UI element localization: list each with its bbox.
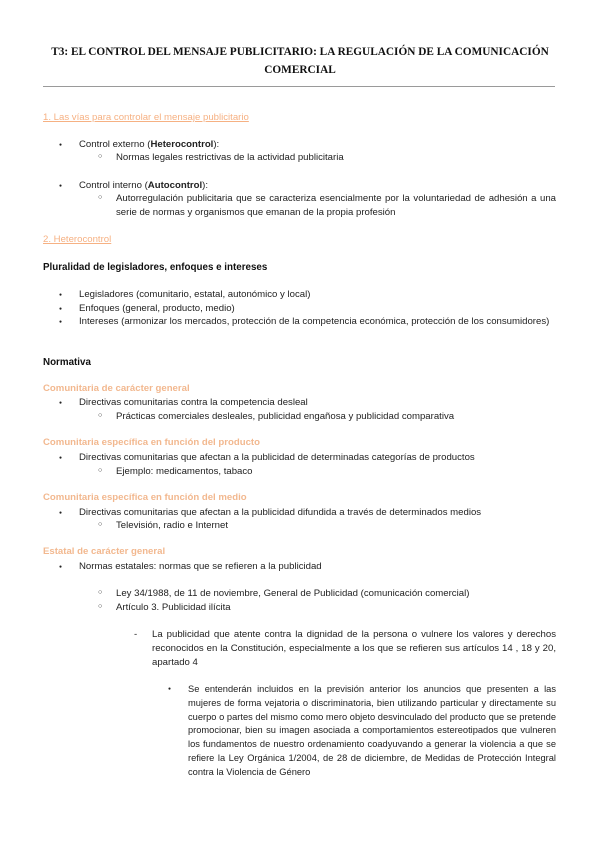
ley-34-1988-subitem: ○ Ley 34/1988, de 11 de noviembre, General de Publicidad (comunicación comercial) — [116, 587, 469, 601]
publicidad-dignidad-item: - La publicidad que atente contra la dignidad de la persona o vulnere los valores y derechos reconocidos en la Constitución, especialmente a los que se refieren sus artículos 14 , 18 y 20, apartado 4 — [152, 628, 556, 670]
comunitaria-medio-subheading: Comunitaria específica en función del medio — [43, 492, 247, 503]
title-divider — [43, 86, 555, 87]
control-externo-subitem: ○ Normas legales restrictivas de la actividad publicitaria — [116, 151, 344, 165]
normativa-heading: Normativa — [43, 357, 91, 368]
pluralidad-item-enfoques: ● Enfoques (general, producto, medio) — [79, 302, 235, 316]
comunitaria-medio-subitem: ○ Televisión, radio e Internet — [116, 519, 228, 533]
document-title: T3: EL CONTROL DEL MENSAJE PUBLICITARIO: LA REGULACIÓN DE LA COMUNICACIÓN COMERCIAL — [51, 46, 549, 76]
pluralidad-item-intereses: ● Intereses (armonizar los mercados, protección de la competencia económica, protección de los consumidores) — [79, 315, 556, 329]
comunitaria-producto-item: ● Directivas comunitarias que afectan a la publicidad de determinadas categorías de productos — [79, 451, 475, 465]
pluralidad-heading: Pluralidad de legisladores, enfoques e intereses — [43, 262, 268, 273]
anuncios-mujeres-item: ● Se entenderán incluidos en la previsión anterior los anuncios que presenten a las mujeres de forma vejatoria o discriminatoria, bien utilizando particular y directamente su cuerpo o partes del mismo como mero objeto desvinculado del producto que se pretende promocionar, bien su imagen asociada a comportamientos estereotipados que vulneren los fundamentos de nuestro ordenamiento coadyuvando a generar la violencia a que se refiere la Ley Orgánica 1/2004, de 28 de diciembre, de Medidas de Protección Integral contra la Violencia de Género — [188, 683, 556, 780]
comunitaria-medio-item: ● Directivas comunitarias que afectan a la publicidad difundida a través de determinados medios — [79, 506, 481, 520]
comunitaria-producto-subitem: ○ Ejemplo: medicamentos, tabaco — [116, 465, 253, 479]
comunitaria-producto-subheading: Comunitaria específica en función del producto — [43, 437, 260, 448]
section-2-heading-link[interactable]: 2. Heterocontrol — [43, 234, 112, 245]
estatal-item: ● Normas estatales: normas que se refieren a la publicidad — [79, 560, 322, 574]
comunitaria-general-subheading: Comunitaria de carácter general — [43, 383, 190, 394]
estatal-subheading: Estatal de carácter general — [43, 546, 166, 557]
control-interno-pre: Control interno ( — [79, 180, 148, 191]
heterocontrol-term: Heterocontrol — [150, 139, 214, 150]
autocontrol-term: Autocontrol — [147, 180, 203, 191]
comunitaria-general-subitem: ○ Prácticas comerciales desleales, publicidad engañosa y publicidad comparativa — [116, 410, 454, 424]
section-1-heading-link[interactable]: 1. Las vías para controlar el mensaje publicitario — [43, 112, 249, 123]
control-externo-post: ): — [213, 139, 220, 150]
pluralidad-item-legisladores: ● Legisladores (comunitario, estatal, autonómico y local) — [79, 288, 310, 302]
control-interno-post: ): — [202, 180, 209, 191]
control-interno-subitem: ○ Autorregulación publicitaria que se caracteriza esencialmente por la voluntariedad de adhesión a una serie de normas y organismos que emanan de la propia profesión — [116, 192, 556, 220]
articulo-3-subitem: ○ Artículo 3. Publicidad ilícita — [116, 601, 231, 615]
comunitaria-general-item: ● Directivas comunitarias contra la competencia desleal — [79, 396, 308, 410]
control-externo-pre: Control externo ( — [79, 139, 151, 150]
